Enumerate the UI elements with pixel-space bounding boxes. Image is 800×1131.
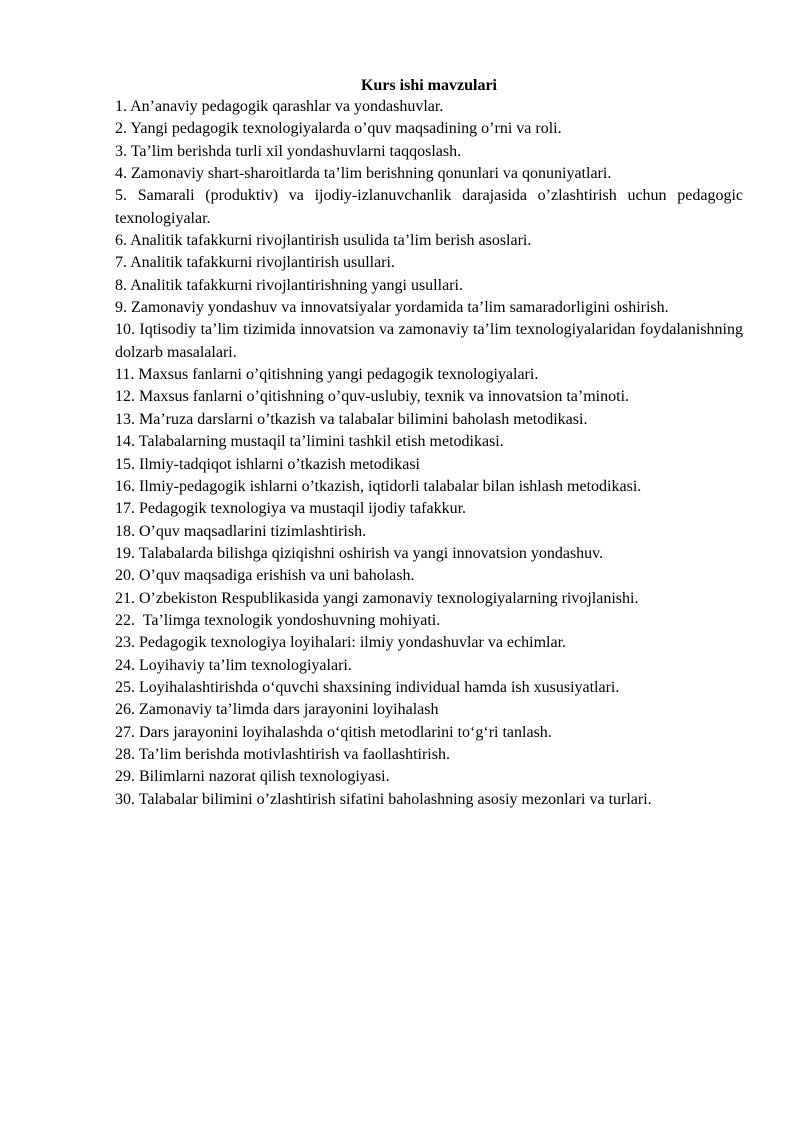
topic-item-21: 21. O’zbekiston Respublikasida yangi zamonaviy texnologiyalarning rivojlanishi. — [115, 589, 639, 607]
topic-item-3: 3. Ta’lim berishda turli xil yondashuvlarni taqqoslash. — [115, 142, 462, 160]
topic-item-13: 13. Ma’ruza darslarni o’tkazish va talabalar bilimini baholash metodikasi. — [115, 410, 588, 428]
topic-item-16: 16. Ilmiy-pedagogik ishlarni o’tkazish, iqtidorli talabalar bilan ishlash metodikasi. — [115, 477, 642, 495]
topic-item-14: 14. Talabalarning mustaqil ta’limini tashkil etish metodikasi. — [115, 433, 504, 451]
topic-item-26: 26. Zamonaviy ta’limda dars jarayonini loyihalash — [115, 701, 439, 719]
topic-item-5: 5. Samarali (produktiv) va ijodiy-izlanuvchanlik darajasida o’zlashtirish uchun pedagogic texnologiyalar. — [115, 187, 747, 227]
topic-item-24: 24. Loyihaviy ta’lim texnologiyalari. — [115, 656, 352, 674]
topic-item-2: 2. Yangi pedagogik texnologiyalarda o’quv maqsadining o’rni va roli. — [115, 120, 562, 138]
topic-item-10: 10. Iqtisodiy ta’lim tizimida innovatsion va zamonaviy ta’lim texnologiyalaridan foydalanishning dolzarb masalalari. — [115, 321, 747, 361]
document-title: Kurs ishi mavzulari — [360, 77, 497, 94]
topic-item-11: 11. Maxsus fanlarni o’qitishning yangi pedagogik texnologiyalari. — [115, 366, 539, 384]
topic-item-7: 7. Analitik tafakkurni rivojlantirish usullari. — [115, 254, 395, 272]
topic-item-8: 8. Analitik tafakkurni rivojlantirishning yangi usullari. — [115, 276, 463, 294]
topic-item-27: 27. Dars jarayonini loyihalashda o‘qitish metodlarini to‘g‘ri tanlash. — [115, 723, 552, 741]
topic-item-28: 28. Ta’lim berishda motivlashtirish va faollashtirish. — [115, 745, 450, 763]
topic-item-6: 6. Analitik tafakkurni rivojlantirish usulida ta’lim berish asoslari. — [115, 232, 532, 250]
topic-item-23: 23. Pedagogik texnologiya loyihalari: ilmiy yondashuvlar va echimlar. — [115, 634, 567, 652]
topic-item-25: 25. Loyihalashtirishda o‘quvchi shaxsining individual hamda ish xususiyatlari. — [115, 678, 620, 696]
topic-item-1: 1. An’anaviy pedagogik qarashlar va yondashuvlar. — [115, 98, 444, 115]
topic-item-19: 19. Talabalarda bilishga qiziqishni oshirish va yangi innovatsion yondashuv. — [115, 544, 604, 562]
topic-item-29: 29. Bilimlarni nazorat qilish texnologiyasi. — [115, 768, 390, 786]
topic-item-12: 12. Maxsus fanlarni o’qitishning o’quv-uslubiy, texnik va innovatsion ta’minoti. — [115, 388, 630, 406]
topic-item-17: 17. Pedagogik texnologiya va mustaqil ijodiy tafakkur. — [115, 500, 467, 518]
topic-list — [115, 96, 747, 811]
topic-item-4: 4. Zamonaviy shart-sharoitlarda ta’lim berishning qonunlari va qonuniyatlari. — [115, 165, 612, 183]
topic-item-18: 18. O’quv maqsadlarini tizimlashtirish. — [115, 522, 367, 540]
topic-item-20: 20. O’quv maqsadiga erishish va uni baholash. — [115, 567, 415, 585]
topic-item-15: 15. Ilmiy-tadqiqot ishlarni o’tkazish metodikasi — [115, 455, 420, 473]
topic-item-30: 30. Talabalar bilimini o’zlashtirish sifatini baholashning asosiy mezonlari va turlari. — [115, 790, 652, 808]
topic-item-22: 22. Ta’limga texnologik yondoshuvning mohiyati. — [115, 611, 441, 629]
topic-item-9: 9. Zamonaviy yondashuv va innovatsiyalar yordamida ta’lim samaradorligini oshirish. — [115, 299, 669, 317]
document-page — [115, 75, 747, 811]
